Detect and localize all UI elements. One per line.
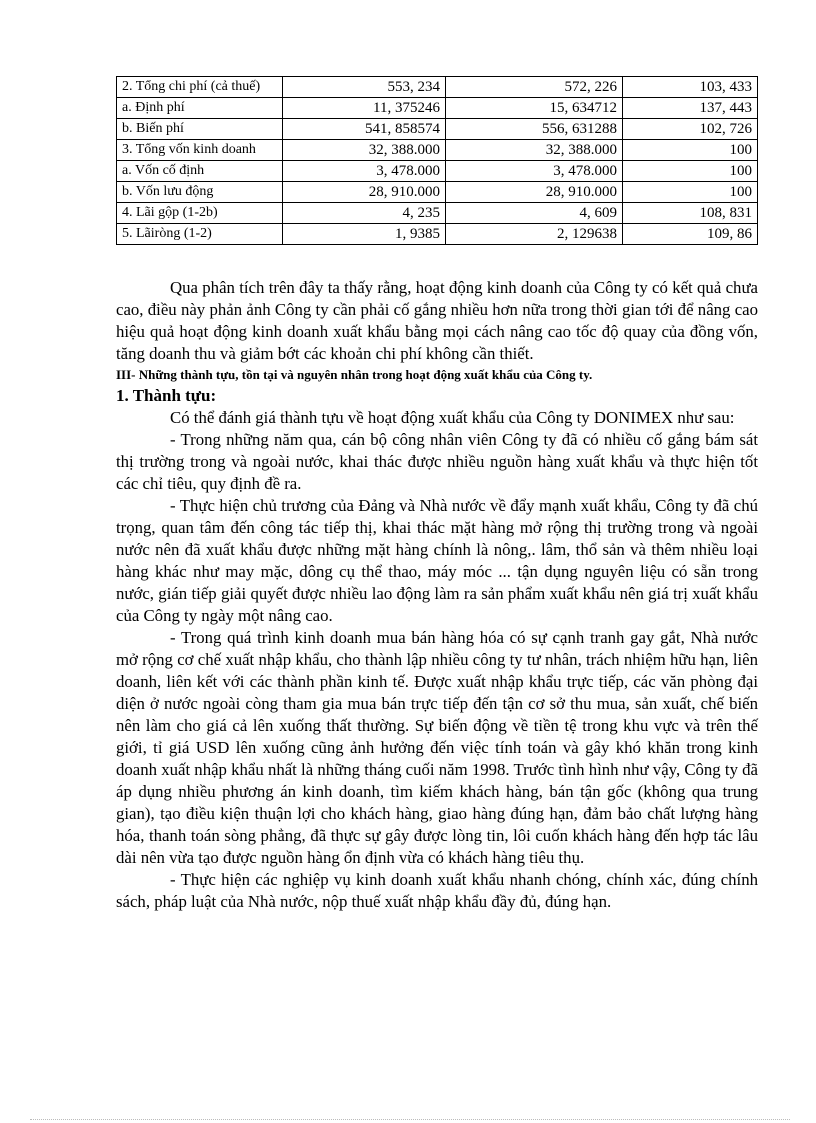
page-bottom-divider [30, 1119, 790, 1120]
table-cell-value-col-1: 4, 235 [283, 203, 446, 224]
table-cell-row-label: a. Vốn cố định [117, 161, 283, 182]
table-row [117, 98, 758, 119]
table-cell-value-col-2: 4, 609 [446, 203, 623, 224]
table-cell-row-label: a. Định phí [117, 98, 283, 119]
table-row [117, 224, 758, 245]
paragraph-point-4: - Thực hiện các nghiệp vụ kinh doanh xuất khẩu nhanh chóng, chính xác, đúng chính sách, pháp luật của Nhà nước, nộp thuế xuất nhập khẩu đầy đủ, đúng hạn. [116, 870, 758, 911]
table-cell-value-col-2: 556, 631288 [446, 119, 623, 140]
table-row [117, 182, 758, 203]
table-cell-value-col-1: 1, 9385 [283, 224, 446, 245]
table-cell-value-col-2: 28, 910.000 [446, 182, 623, 203]
table-cell-row-label: 4. Lãi gộp (1-2b) [117, 203, 283, 224]
table-cell-value-col-1: 553, 234 [283, 77, 446, 98]
table-cell-value-col-2: 2, 129638 [446, 224, 623, 245]
table-cell-value-col-3: 100 [623, 161, 758, 182]
table-cell-value-col-3: 137, 443 [623, 98, 758, 119]
table-cell-value-col-2: 32, 388.000 [446, 140, 623, 161]
table-row [117, 161, 758, 182]
table-cell-value-col-3: 108, 831 [623, 203, 758, 224]
table-row [117, 140, 758, 161]
subsection-heading: 1. Thành tựu: [116, 386, 217, 405]
table-cell-value-col-3: 109, 86 [623, 224, 758, 245]
table-cell-value-col-3: 103, 433 [623, 77, 758, 98]
table-cell-value-col-1: 3, 478.000 [283, 161, 446, 182]
paragraph-point-2: - Thực hiện chủ trương của Đảng và Nhà nước về đẩy mạnh xuất khẩu, Công ty đã chú trọng, quan tâm đến công tác tiếp thị, khai thác mặt hàng mở rộng thị trường trong và ngoài nước nên đã xuất khẩu được những mặt hàng chính là nông,. lâm, thổ sản và thêm nhiều loại hàng khác như may mặc, dông cụ thể thao, máy móc ... tận dụng nguyên liệu có sẵn trong nước, gián tiếp giải quyết được nhiều lao động làm ra sản phẩm xuất khẩu nên giá trị xuất khẩu của Công ty ngày một nâng cao. [116, 496, 758, 625]
table-row [117, 119, 758, 140]
table-cell-row-label: 3. Tổng vốn kinh doanh [117, 140, 283, 161]
table-cell-row-label: b. Vốn lưu động [117, 182, 283, 203]
table-cell-value-col-3: 100 [623, 182, 758, 203]
table-cell-row-label: b. Biến phí [117, 119, 283, 140]
financial-table [116, 76, 758, 245]
paragraph-summary: Qua phân tích trên đây ta thấy rằng, hoạt động kinh doanh của Công ty có kết quả chưa cao, điều này phản ảnh Công ty cần phải cố gắng nhiều hơn nữa trong thời gian tới để nâng cao hiệu quả hoạt động kinh doanh xuất khẩu bằng mọi cách nâng cao tốc độ quay của đồng vốn, tăng doanh thu và giảm bớt các khoản chi phí không cần thiết. [116, 278, 758, 363]
paragraph-point-1: - Trong những năm qua, cán bộ công nhân viên Công ty đã có nhiều cố gắng bám sát thị trường trong và ngoài nước, khai thác được nhiều nguồn hàng xuất khẩu và thực hiện tốt các chỉ tiêu, quy định đề ra. [116, 430, 758, 493]
table-cell-value-col-1: 11, 375246 [283, 98, 446, 119]
table-cell-value-col-3: 100 [623, 140, 758, 161]
table-cell-value-col-2: 3, 478.000 [446, 161, 623, 182]
table-cell-row-label: 5. Lãiròng (1-2) [117, 224, 283, 245]
table-cell-row-label: 2. Tổng chi phí (cả thuế) [117, 77, 283, 98]
section-heading: III- Những thành tựu, tồn tại và nguyên nhân trong hoạt động xuất khẩu của Công ty. [116, 367, 593, 382]
table-cell-value-col-1: 541, 858574 [283, 119, 446, 140]
table-row [117, 77, 758, 98]
paragraph-intro: Có thể đánh giá thành tựu về hoạt động xuất khẩu của Công ty DONIMEX như sau: [170, 408, 735, 427]
table-cell-value-col-1: 28, 910.000 [283, 182, 446, 203]
paragraph-point-3: - Trong quá trình kinh doanh mua bán hàng hóa có sự cạnh tranh gay gắt, Nhà nước mở rộng cơ chế xuất nhập khẩu, cho thành lập nhiều công ty tư nhân, trách nhiệm hữu hạn, liên doanh, liên kết với các thành phần kinh tế. Được xuất nhập khẩu trực tiếp, các văn phòng đại diện ở nước ngoài còng tham gia mua bán trực tiếp đến tận cơ sở thu mua, sản xuất, chế biến nên làm cho giá cả lên xuống thất thường. Sự biến động về tiền tệ trong khu vực và trên thế giới, tỉ giá USD lên xuống cũng ảnh hưởng đến việc tính toán và gây khó khăn trong kinh doanh xuất nhập khẩu nhất là những tháng cuối năm 1998. Trước tình hình như vậy, Công ty đã áp dụng nhiều phương án kinh doanh, tìm kiếm khách hàng, bán tận gốc (không qua trung gian), tạo điều kiện thuận lợi cho khách hàng, giao hàng đúng hạn, đảm bảo chất lượng hàng hóa, thanh toán sòng phẳng, đã thực sự gây được lòng tin, lôi cuốn khách hàng đến hợp tác lâu dài nên vừa tạo được nguồn hàng ổn định vừa có khách hàng tiêu thụ. [116, 628, 758, 867]
table-cell-value-col-2: 572, 226 [446, 77, 623, 98]
table-row [117, 203, 758, 224]
table-cell-value-col-3: 102, 726 [623, 119, 758, 140]
table-cell-value-col-1: 32, 388.000 [283, 140, 446, 161]
body-text [116, 277, 758, 913]
table-cell-value-col-2: 15, 634712 [446, 98, 623, 119]
